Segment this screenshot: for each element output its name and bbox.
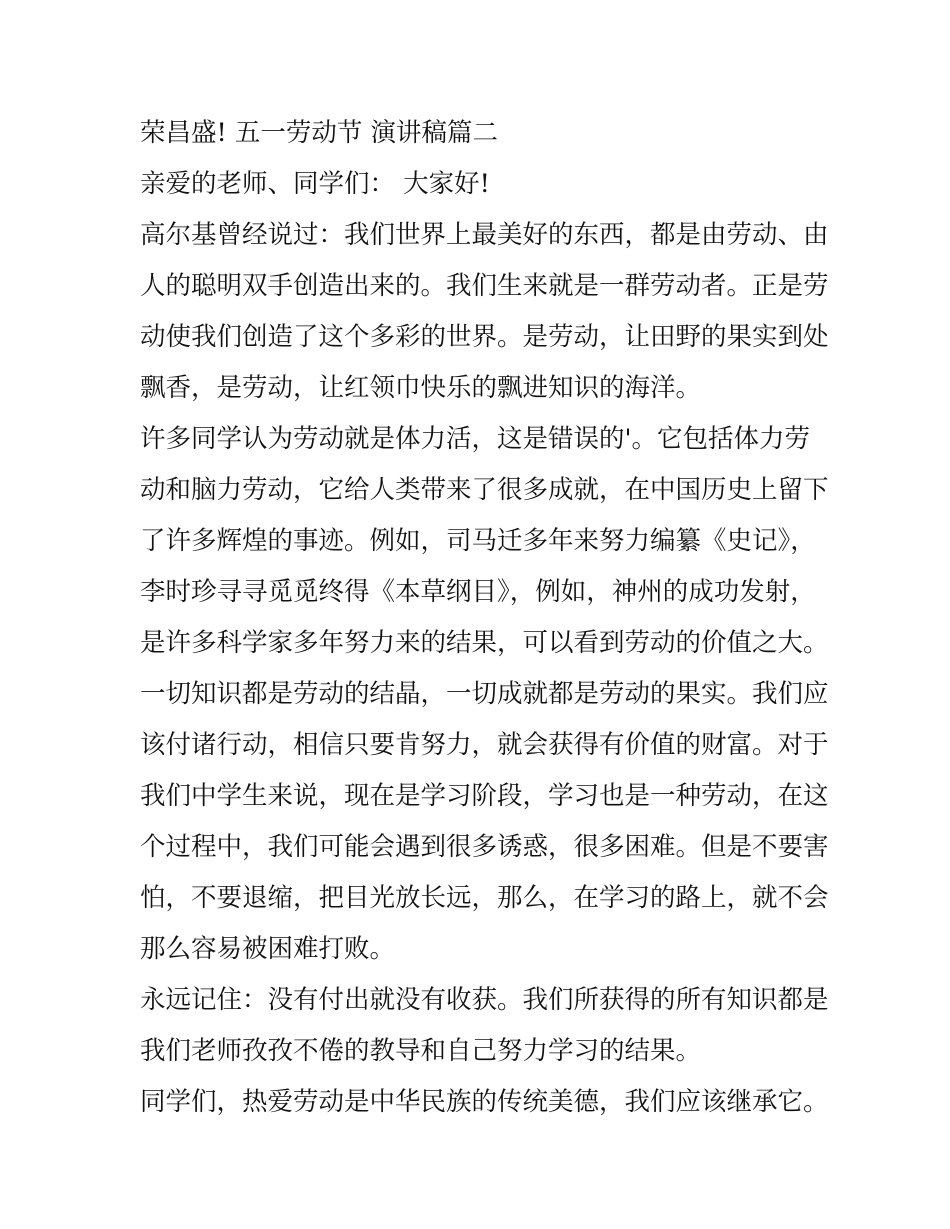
greeting: 亲爱的老师、同学们： 大家好! <box>140 169 490 199</box>
paragraph-line: 人的聪明双手创造出来的。我们生来就是一群劳动者。正是劳 <box>140 271 829 301</box>
paragraph-line: 那么容易被困难打败。 <box>140 934 396 964</box>
paragraph-line: 我们中学生来说，现在是学习阶段，学习也是一种劳动，在这 <box>140 781 829 811</box>
paragraph-line: 同学们，热爱劳动是中华民族的传统美德，我们应该继承它。 <box>140 1087 829 1117</box>
paragraph-1 <box>140 210 829 414</box>
document-title: 荣昌盛! 五一劳动节 演讲稿篇二 <box>140 118 498 148</box>
paragraph-line: 李时珍寻寻觅觅终得《本草纲目》，例如，神州的成功发射， <box>140 577 816 607</box>
paragraph-line: 许多同学认为劳动就是体力活，这是错误的'。它包括体力劳 <box>140 424 811 454</box>
paragraph-line: 怕，不要退缩，把目光放长远，那么，在学习的路上，就不会 <box>140 883 829 913</box>
paragraph-line: 高尔基曾经说过：我们世界上最美好的东西，都是由劳动、由 <box>140 220 829 250</box>
paragraph-line: 一切知识都是劳动的结晶，一切成就都是劳动的果实。我们应 <box>140 679 829 709</box>
paragraph-line: 个过程中，我们可能会遇到很多诱惑，很多困难。但是不要害 <box>140 832 829 862</box>
paragraph-5 <box>140 1077 829 1128</box>
paragraph-line: 永远记住：没有付出就没有收获。我们所获得的所有知识都是 <box>140 985 829 1015</box>
paragraph-line: 是许多科学家多年努力来的结果，可以看到劳动的价值之大。 <box>140 628 829 658</box>
paragraph-line: 了许多辉煌的事迹。例如，司马迁多年来努力编纂《史记》， <box>140 526 816 556</box>
paragraph-2 <box>140 414 829 669</box>
paragraph-line: 动和脑力劳动，它给人类带来了很多成就，在中国历史上留下 <box>140 475 829 505</box>
paragraph-line: 飘香，是劳动，让红领巾快乐的飘进知识的海洋。 <box>140 373 702 403</box>
paragraph-line: 该付诸行动，相信只要肯努力，就会获得有价值的财富。对于 <box>140 730 829 760</box>
paragraph-line: 动使我们创造了这个多彩的世界。是劳动，让田野的果实到处 <box>140 322 829 352</box>
paragraph-4 <box>140 975 829 1077</box>
paragraph-3 <box>140 669 829 975</box>
paragraph-line: 我们老师孜孜不倦的教导和自己努力学习的结果。 <box>140 1036 702 1066</box>
document-body <box>140 108 829 1128</box>
